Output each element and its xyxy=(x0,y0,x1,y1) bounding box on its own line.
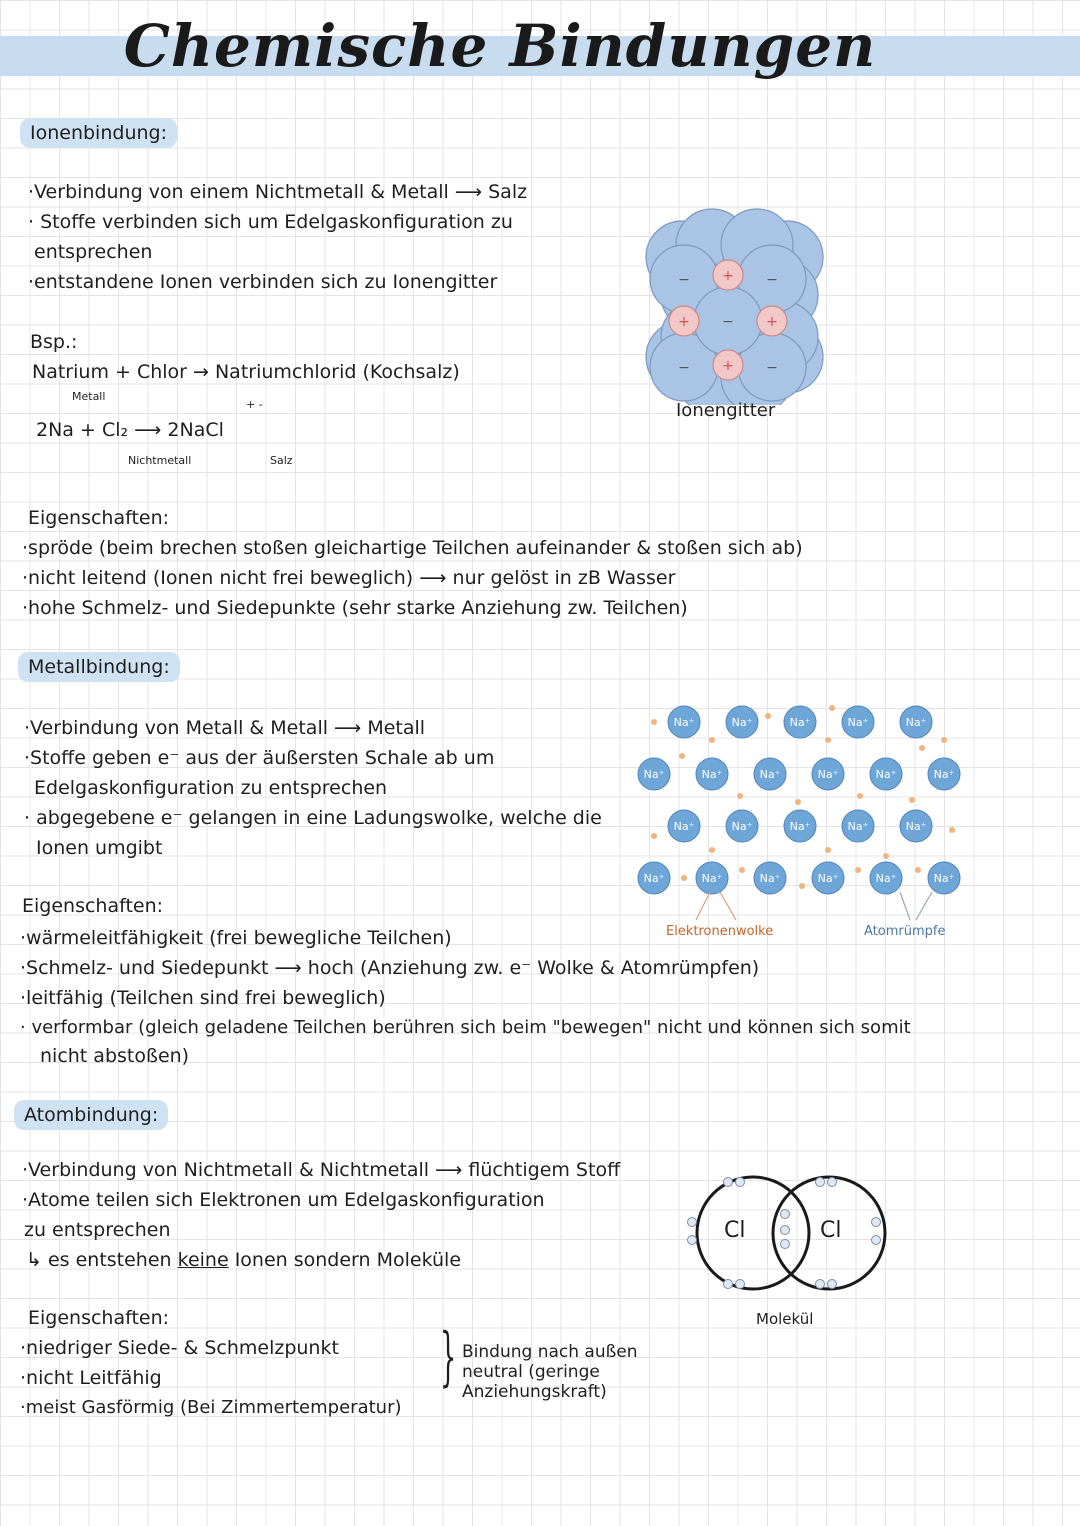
electron-dot xyxy=(651,719,657,725)
example-line: Natrium + Chlor → Natriumchlorid (Kochsalz) xyxy=(32,361,460,383)
na-ion-label: Na⁺ xyxy=(789,820,811,833)
electron-dot xyxy=(825,737,831,743)
minus-sign: − xyxy=(766,360,778,376)
electron-dot xyxy=(872,1236,881,1245)
atom-eigenschaft: ·nicht Leitfähig xyxy=(20,1367,162,1389)
minus-sign: − xyxy=(766,272,778,288)
metall-line: ·Verbindung von Metall & Metall ⟶ Metall xyxy=(24,717,426,739)
na-ion-label: Na⁺ xyxy=(817,872,839,885)
atom-eigenschaft: ·niedriger Siede- & Schmelzpunkt xyxy=(20,1337,339,1359)
electron-dot xyxy=(737,793,743,799)
electron-dot xyxy=(709,847,715,853)
atom-result-line xyxy=(26,1248,461,1272)
na-ion-label: Na⁺ xyxy=(643,872,665,885)
minus-sign: − xyxy=(678,272,690,288)
electron-dot xyxy=(825,847,831,853)
electron-dot xyxy=(736,1280,745,1289)
electron-dot xyxy=(857,793,863,799)
ion-lattice-figure xyxy=(640,205,840,405)
metall-eigenschaft: ·leitfähig (Teilchen sind frei beweglich) xyxy=(20,987,386,1009)
lattice-caption: Ionengitter xyxy=(676,400,776,421)
electron-dot xyxy=(688,1218,697,1227)
ionen-line: · Stoffe verbinden sich um Edelgaskonfiguration zu xyxy=(28,211,513,233)
na-ion-label: Na⁺ xyxy=(759,768,781,781)
na-ion-label: Na⁺ xyxy=(847,820,869,833)
minus-sign: − xyxy=(722,314,734,330)
nichtmetall-note: Nichtmetall xyxy=(128,454,192,467)
atom-result-keyword: keine xyxy=(177,1249,229,1271)
na-ion-label: Na⁺ xyxy=(731,716,753,729)
electron-dot xyxy=(883,853,889,859)
na-ion-label: Na⁺ xyxy=(759,872,781,885)
metal-lattice xyxy=(638,705,960,894)
metall-line: Ionen umgibt xyxy=(36,837,163,859)
metall-line: · abgegebene e⁻ gelangen in eine Ladungswolke, welche die xyxy=(24,807,602,829)
ionen-eigenschaft: ·nicht leitend (Ionen nicht frei beweglich) ⟶ nur gelöst in zB Wasser xyxy=(22,567,676,589)
elektronenwolke-caption: Elektronenwolke xyxy=(666,924,774,939)
na-ion-label: Na⁺ xyxy=(875,768,897,781)
metal-lattice-figure xyxy=(632,700,972,950)
na-ion-label: Na⁺ xyxy=(847,716,869,729)
electron-dot xyxy=(799,883,805,889)
section-heading-atombindung: Atombindung: xyxy=(14,1100,168,1130)
na-ion-label: Na⁺ xyxy=(731,820,753,833)
brace-note: Anziehungskraft) xyxy=(462,1382,607,1402)
atom-line: ·Atome teilen sich Elektronen um Edelgaskonfiguration xyxy=(22,1189,545,1211)
atom-line: ·Verbindung von Nichtmetall & Nichtmetall ⟶ flüchtigem Stoff xyxy=(22,1159,621,1181)
electron-dot xyxy=(872,1218,881,1227)
metall-line: Edelgaskonfiguration zu entsprechen xyxy=(34,777,388,799)
na-ion-label: Na⁺ xyxy=(643,768,665,781)
electron-dot xyxy=(855,867,861,873)
electron-dot xyxy=(828,1178,837,1187)
salz-note: Salz xyxy=(270,454,293,467)
na-ion-label: Na⁺ xyxy=(673,716,695,729)
ion-lattice xyxy=(646,209,823,405)
electron-dot xyxy=(919,745,925,751)
electron-dot xyxy=(828,1280,837,1289)
na-ion-label: Na⁺ xyxy=(673,820,695,833)
metall-eigenschaft: nicht abstoßen) xyxy=(40,1045,190,1067)
brace: } xyxy=(440,1320,457,1394)
na-ion-label: Na⁺ xyxy=(905,716,927,729)
atomruempfe-caption: Atomrümpfe xyxy=(864,924,946,939)
ionen-eigenschaft: ·hohe Schmelz- und Siedepunkte (sehr starke Anziehung zw. Teilchen) xyxy=(22,597,688,619)
ionen-line: ·Verbindung von einem Nichtmetall & Metall ⟶ Salz xyxy=(28,181,528,203)
electron-dot xyxy=(915,867,921,873)
electron-dot xyxy=(781,1226,790,1235)
ionen-eigenschaften-heading: Eigenschaften: xyxy=(28,507,170,529)
electron-dot xyxy=(816,1178,825,1187)
electron-dot xyxy=(724,1280,733,1289)
metall-eigenschaft: ·wärmeleitfähigkeit (frei bewegliche Teilchen) xyxy=(20,927,452,949)
electron-dot xyxy=(651,833,657,839)
electron-dot xyxy=(724,1178,733,1187)
section-heading-metallbindung: Metallbindung: xyxy=(18,652,180,682)
metall-note: Metall xyxy=(72,390,106,403)
na-ion-label: Na⁺ xyxy=(933,768,955,781)
electron-dot xyxy=(781,1240,790,1249)
electron-dot xyxy=(765,713,771,719)
reaction-equation: 2Na + Cl₂ ⟶ 2NaCl xyxy=(36,419,224,441)
metall-eigenschaft: · verformbar (gleich geladene Teilchen berühren sich beim "bewegen" nicht und können sich somit xyxy=(20,1017,911,1038)
electron-dot xyxy=(739,867,745,873)
atom-result-suffix: Ionen sondern Moleküle xyxy=(228,1249,462,1271)
atom-result-prefix: ↳ es entstehen xyxy=(26,1249,178,1271)
brace-note: neutral (geringe xyxy=(462,1362,600,1382)
electron-dot xyxy=(949,827,955,833)
electron-dot xyxy=(909,797,915,803)
na-ion-label: Na⁺ xyxy=(701,768,723,781)
electron-dot xyxy=(829,705,835,711)
na-ion-label: Na⁺ xyxy=(817,768,839,781)
plus-sign: + xyxy=(766,314,778,330)
electron-dot xyxy=(709,737,715,743)
charge-note: + - xyxy=(246,398,263,411)
na-ion-label: Na⁺ xyxy=(905,820,927,833)
molecule-caption: Molekül xyxy=(756,1310,814,1328)
cl-label-right: Cl xyxy=(820,1218,842,1243)
electron-dot xyxy=(736,1178,745,1187)
plus-sign: + xyxy=(678,314,690,330)
plus-sign: + xyxy=(722,358,734,374)
electron-dot xyxy=(681,875,687,881)
plus-sign: + xyxy=(722,268,734,284)
page-title: Chemische Bindungen xyxy=(123,12,877,80)
metall-eigenschaften-heading: Eigenschaften: xyxy=(22,895,164,917)
section-heading-ionenbindung: Ionenbindung: xyxy=(20,118,177,148)
ionen-line: ·entstandene Ionen verbinden sich zu Ionengitter xyxy=(28,271,498,293)
na-ion-label: Na⁺ xyxy=(933,872,955,885)
minus-sign: − xyxy=(678,360,690,376)
cl2-molecule-figure xyxy=(676,1164,906,1304)
electron-dot xyxy=(688,1236,697,1245)
electron-dot xyxy=(679,753,685,759)
metall-line: ·Stoffe geben e⁻ aus der äußersten Schale ab um xyxy=(24,747,495,769)
ionen-line: entsprechen xyxy=(34,241,153,263)
electron-dot xyxy=(781,1210,790,1219)
electron-dot xyxy=(941,737,947,743)
example-label: Bsp.: xyxy=(30,331,78,353)
brace-note: Bindung nach außen xyxy=(462,1342,638,1362)
electron-dot xyxy=(816,1280,825,1289)
metall-eigenschaft: ·Schmelz- und Siedepunkt ⟶ hoch (Anziehung zw. e⁻ Wolke & Atomrümpfen) xyxy=(20,957,760,979)
atom-eigenschaften-heading: Eigenschaften: xyxy=(28,1307,170,1329)
ionen-eigenschaft: ·spröde (beim brechen stoßen gleichartige Teilchen aufeinander & stoßen sich ab) xyxy=(22,537,803,559)
na-ion-label: Na⁺ xyxy=(701,872,723,885)
na-ion-label: Na⁺ xyxy=(875,872,897,885)
cl-atom-left xyxy=(697,1177,809,1289)
cl-label-left: Cl xyxy=(724,1218,746,1243)
atom-eigenschaft: ·meist Gasförmig (Bei Zimmertemperatur) xyxy=(20,1397,402,1418)
electron-dot xyxy=(795,799,801,805)
na-ion-label: Na⁺ xyxy=(789,716,811,729)
shared-electrons xyxy=(688,1178,881,1289)
atom-line: zu entsprechen xyxy=(24,1219,171,1241)
